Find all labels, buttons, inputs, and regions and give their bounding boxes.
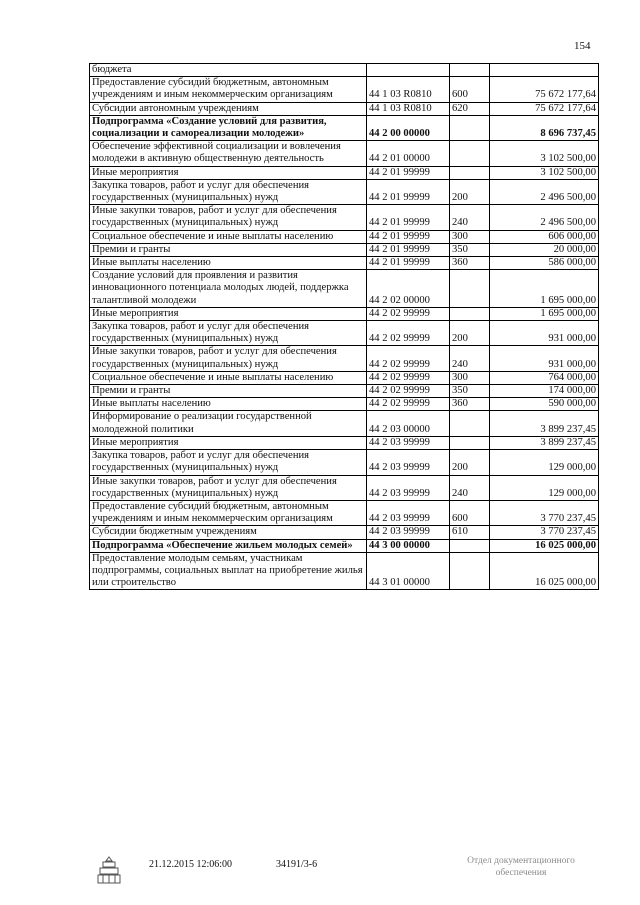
row-expense-type-cell: 240 xyxy=(450,205,490,230)
row-sum-cell: 586 000,00 xyxy=(490,257,599,270)
page-footer xyxy=(0,853,640,905)
table-row xyxy=(90,539,599,552)
table-row xyxy=(90,385,599,398)
row-expense-type-cell xyxy=(450,552,490,590)
row-code-cell: 44 2 02 99999 xyxy=(367,321,450,346)
row-expense-type-cell: 200 xyxy=(450,179,490,204)
row-name-cell: Информирование о реализации государственной молодежной политики xyxy=(90,411,367,436)
row-code-cell: 44 2 02 99999 xyxy=(367,371,450,384)
row-expense-type-cell: 240 xyxy=(450,475,490,500)
department-stamp xyxy=(446,855,596,879)
page-number: 154 xyxy=(574,40,591,52)
row-expense-type-cell xyxy=(450,307,490,320)
row-expense-type-cell: 300 xyxy=(450,371,490,384)
row-sum-cell: 1 695 000,00 xyxy=(490,270,599,308)
row-sum-cell: 931 000,00 xyxy=(490,321,599,346)
row-name-cell: Субсидии автономным учреждениям xyxy=(90,102,367,115)
row-expense-type-cell xyxy=(450,411,490,436)
table-row xyxy=(90,552,599,590)
table-row xyxy=(90,371,599,384)
row-sum-cell: 75 672 177,64 xyxy=(490,77,599,102)
row-sum-cell xyxy=(490,64,599,77)
row-expense-type-cell: 350 xyxy=(450,385,490,398)
row-sum-cell: 16 025 000,00 xyxy=(490,539,599,552)
row-code-cell: 44 2 00 00000 xyxy=(367,115,450,140)
row-name-cell: Иные закупки товаров, работ и услуг для обеспечения государственных (муниципальных) нужд xyxy=(90,205,367,230)
row-name-cell: Иные выплаты населению xyxy=(90,257,367,270)
row-code-cell: 44 1 03 R0810 xyxy=(367,77,450,102)
row-name-cell: Премии и гранты xyxy=(90,385,367,398)
table-row xyxy=(90,398,599,411)
department-stamp-line2: обеспечения xyxy=(495,868,547,878)
table-row xyxy=(90,115,599,140)
row-code-cell: 44 2 02 99999 xyxy=(367,385,450,398)
row-sum-cell: 3 770 237,45 xyxy=(490,526,599,539)
row-name-cell: Закупка товаров, работ и услуг для обеспечения государственных (муниципальных) нужд xyxy=(90,321,367,346)
row-expense-type-cell xyxy=(450,270,490,308)
row-sum-cell: 606 000,00 xyxy=(490,230,599,243)
row-code-cell: 44 2 01 99999 xyxy=(367,205,450,230)
row-sum-cell: 174 000,00 xyxy=(490,385,599,398)
table-row xyxy=(90,270,599,308)
row-name-cell: Предоставление молодым семьям, участникам подпрограммы, социальных выплат на приобретение жилья или строительство xyxy=(90,552,367,590)
row-sum-cell: 3 102 500,00 xyxy=(490,141,599,166)
row-code-cell: 44 2 01 99999 xyxy=(367,179,450,204)
row-code-cell: 44 2 03 99999 xyxy=(367,450,450,475)
row-sum-cell: 2 496 500,00 xyxy=(490,179,599,204)
row-sum-cell: 764 000,00 xyxy=(490,371,599,384)
row-sum-cell: 129 000,00 xyxy=(490,450,599,475)
row-name-cell: Иные мероприятия xyxy=(90,166,367,179)
table-row xyxy=(90,436,599,449)
row-name-cell: бюджета xyxy=(90,64,367,77)
row-sum-cell: 590 000,00 xyxy=(490,398,599,411)
row-expense-type-cell: 350 xyxy=(450,243,490,256)
row-expense-type-cell: 600 xyxy=(450,500,490,525)
row-name-cell: Обеспечение эффективной социализации и вовлечения молодежи в активную общественную деятельность xyxy=(90,141,367,166)
row-code-cell: 44 2 01 00000 xyxy=(367,141,450,166)
row-expense-type-cell xyxy=(450,166,490,179)
row-code-cell: 44 2 03 00000 xyxy=(367,411,450,436)
row-code-cell: 44 2 01 99999 xyxy=(367,230,450,243)
row-sum-cell: 20 000,00 xyxy=(490,243,599,256)
row-code-cell: 44 2 01 99999 xyxy=(367,257,450,270)
budget-table xyxy=(89,63,599,590)
row-code-cell: 44 2 02 00000 xyxy=(367,270,450,308)
row-code-cell: 44 2 03 99999 xyxy=(367,526,450,539)
row-sum-cell: 3 770 237,45 xyxy=(490,500,599,525)
row-expense-type-cell: 620 xyxy=(450,102,490,115)
table-row xyxy=(90,179,599,204)
table-row xyxy=(90,307,599,320)
row-name-cell: Закупка товаров, работ и услуг для обеспечения государственных (муниципальных) нужд xyxy=(90,179,367,204)
table-row xyxy=(90,321,599,346)
row-code-cell: 44 2 01 99999 xyxy=(367,166,450,179)
row-name-cell: Создание условий для проявления и развития инновационного потенциала молодых людей, поддержка талантливой молодежи xyxy=(90,270,367,308)
row-code-cell: 44 2 01 99999 xyxy=(367,243,450,256)
table-row xyxy=(90,77,599,102)
row-sum-cell: 16 025 000,00 xyxy=(490,552,599,590)
row-name-cell: Иные выплаты населению xyxy=(90,398,367,411)
row-expense-type-cell xyxy=(450,141,490,166)
table-row xyxy=(90,230,599,243)
row-name-cell: Предоставление субсидий бюджетным, автономным учреждениям и иным некоммерческим организациям xyxy=(90,77,367,102)
row-expense-type-cell xyxy=(450,539,490,552)
row-name-cell: Субсидии бюджетным учреждениям xyxy=(90,526,367,539)
row-expense-type-cell xyxy=(450,64,490,77)
row-name-cell: Иные закупки товаров, работ и услуг для обеспечения государственных (муниципальных) нужд xyxy=(90,475,367,500)
row-code-cell: 44 2 02 99999 xyxy=(367,307,450,320)
row-sum-cell: 931 000,00 xyxy=(490,346,599,371)
row-code-cell xyxy=(367,64,450,77)
table-row xyxy=(90,102,599,115)
row-sum-cell: 75 672 177,64 xyxy=(490,102,599,115)
row-expense-type-cell: 600 xyxy=(450,77,490,102)
row-expense-type-cell xyxy=(450,115,490,140)
row-code-cell: 44 3 01 00000 xyxy=(367,552,450,590)
row-code-cell: 44 2 03 99999 xyxy=(367,500,450,525)
row-name-cell: Премии и гранты xyxy=(90,243,367,256)
row-sum-cell: 1 695 000,00 xyxy=(490,307,599,320)
row-code-cell: 44 2 02 99999 xyxy=(367,398,450,411)
row-sum-cell: 2 496 500,00 xyxy=(490,205,599,230)
row-expense-type-cell: 200 xyxy=(450,450,490,475)
row-name-cell: Иные мероприятия xyxy=(90,436,367,449)
department-stamp-line1: Отдел документационного xyxy=(467,856,575,866)
table-row xyxy=(90,205,599,230)
footer-date: 21.12.2015 12:06:00 xyxy=(149,859,233,870)
row-sum-cell: 3 899 237,45 xyxy=(490,436,599,449)
row-expense-type-cell: 360 xyxy=(450,398,490,411)
row-name-cell: Социальное обеспечение и иные выплаты населению xyxy=(90,371,367,384)
table-row xyxy=(90,500,599,525)
emblem-icon xyxy=(96,855,122,885)
row-expense-type-cell: 300 xyxy=(450,230,490,243)
table-row xyxy=(90,526,599,539)
row-code-cell: 44 2 03 99999 xyxy=(367,475,450,500)
table-row xyxy=(90,243,599,256)
footer-doc-id: 34191/3-6 xyxy=(276,859,318,870)
row-sum-cell: 3 102 500,00 xyxy=(490,166,599,179)
row-code-cell: 44 1 03 R0810 xyxy=(367,102,450,115)
row-name-cell: Предоставление субсидий бюджетным, автономным учреждениям и иным некоммерческим организациям xyxy=(90,500,367,525)
table-row xyxy=(90,475,599,500)
row-sum-cell: 129 000,00 xyxy=(490,475,599,500)
row-expense-type-cell: 360 xyxy=(450,257,490,270)
row-code-cell: 44 2 02 99999 xyxy=(367,346,450,371)
row-name-cell: Иные мероприятия xyxy=(90,307,367,320)
table-row xyxy=(90,257,599,270)
table-row xyxy=(90,411,599,436)
table-row xyxy=(90,450,599,475)
table-row xyxy=(90,346,599,371)
row-name-cell: Подпрограмма «Создание условий для развития, социализации и самореализации молодежи» xyxy=(90,115,367,140)
row-name-cell: Закупка товаров, работ и услуг для обеспечения государственных (муниципальных) нужд xyxy=(90,450,367,475)
table-row xyxy=(90,141,599,166)
table-row xyxy=(90,166,599,179)
row-expense-type-cell xyxy=(450,436,490,449)
row-expense-type-cell: 240 xyxy=(450,346,490,371)
table-row xyxy=(90,64,599,77)
row-code-cell: 44 2 03 99999 xyxy=(367,436,450,449)
row-name-cell: Подпрограмма «Обеспечение жильем молодых семей» xyxy=(90,539,367,552)
row-code-cell: 44 3 00 00000 xyxy=(367,539,450,552)
row-expense-type-cell: 610 xyxy=(450,526,490,539)
row-name-cell: Социальное обеспечение и иные выплаты населению xyxy=(90,230,367,243)
row-name-cell: Иные закупки товаров, работ и услуг для обеспечения государственных (муниципальных) нужд xyxy=(90,346,367,371)
row-expense-type-cell: 200 xyxy=(450,321,490,346)
row-sum-cell: 8 696 737,45 xyxy=(490,115,599,140)
row-sum-cell: 3 899 237,45 xyxy=(490,411,599,436)
